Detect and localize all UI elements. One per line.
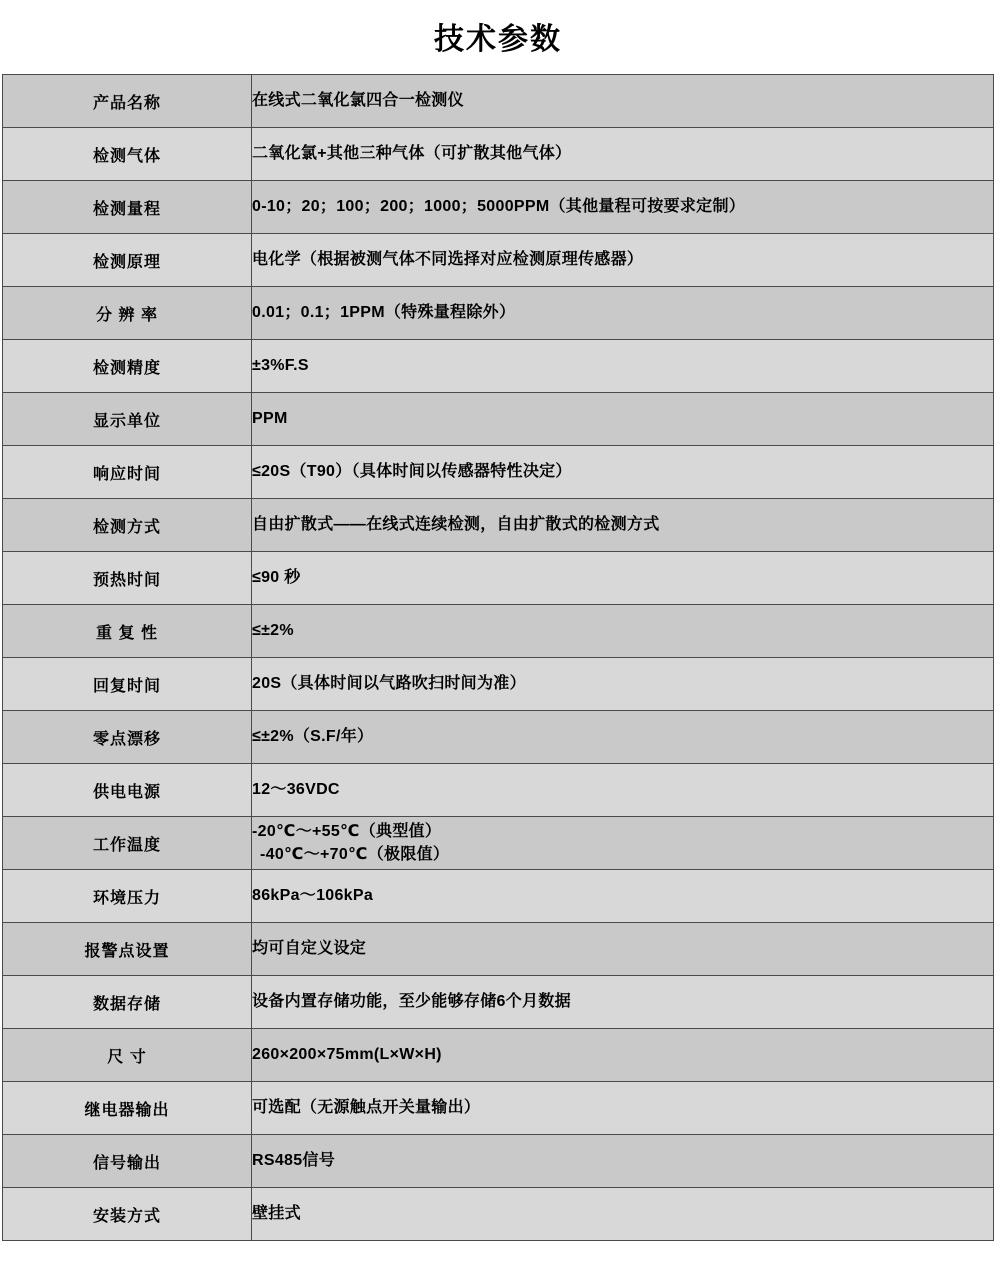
spec-value (252, 605, 994, 658)
table-row (3, 75, 994, 128)
spec-value (252, 817, 994, 870)
table-row (3, 181, 994, 234)
table-row (3, 1082, 994, 1135)
table-row (3, 817, 994, 870)
spec-label: 数据存储 (3, 976, 252, 1029)
spec-label: 检测气体 (3, 128, 252, 181)
spec-value (252, 976, 994, 1029)
spec-value (252, 340, 994, 393)
table-row (3, 711, 994, 764)
table-row (3, 764, 994, 817)
spec-value-line: 86kPa～106kPa (252, 887, 374, 905)
spec-label: 信号输出 (3, 1135, 252, 1188)
table-row (3, 446, 994, 499)
spec-value (252, 1082, 994, 1135)
table-row (3, 658, 994, 711)
spec-value (252, 1188, 994, 1241)
spec-label: 分 辨 率 (3, 287, 252, 340)
spec-label: 产品名称 (3, 75, 252, 128)
spec-label: 供电电源 (3, 764, 252, 817)
spec-value-line: PPM (252, 410, 288, 428)
spec-value (252, 287, 994, 340)
table-row (3, 1029, 994, 1082)
spec-value (252, 923, 994, 976)
spec-value-line: 在线式二氧化氯四合一检测仪 (252, 92, 464, 110)
spec-value-line: 壁挂式 (252, 1205, 301, 1223)
spec-value (252, 499, 994, 552)
table-row (3, 552, 994, 605)
spec-value (252, 1029, 994, 1082)
spec-value-line: ≤±2%（S.F/年） (252, 728, 374, 746)
table-row (3, 923, 994, 976)
table-row (3, 1188, 994, 1241)
spec-label: 继电器输出 (3, 1082, 252, 1135)
spec-label: 工作温度 (3, 817, 252, 870)
spec-value-line: 0-10；20；100；200；1000；5000PPM（其他量程可按要求定制） (252, 198, 746, 216)
spec-value (252, 75, 994, 128)
spec-value (252, 128, 994, 181)
spec-value-line: ≤20S（T90）（具体时间以传感器特性决定） (252, 463, 572, 481)
spec-value (252, 870, 994, 923)
table-row (3, 499, 994, 552)
spec-value-line: 二氧化氯+其他三种气体（可扩散其他气体） (252, 145, 572, 163)
spec-value-line: 电化学（根据被测气体不同选择对应检测原理传感器） (252, 251, 644, 269)
table-row (3, 287, 994, 340)
spec-label: 环境压力 (3, 870, 252, 923)
spec-label: 零点漂移 (3, 711, 252, 764)
spec-value-line: 可选配（无源触点开关量输出） (252, 1099, 481, 1117)
spec-value (252, 234, 994, 287)
spec-value (252, 446, 994, 499)
table-row (3, 128, 994, 181)
spec-value (252, 552, 994, 605)
spec-table (2, 74, 994, 1241)
spec-label: 检测精度 (3, 340, 252, 393)
spec-value-line: -40℃～+70℃（极限值） (260, 846, 450, 863)
page-title: 技术参数 (434, 23, 562, 56)
spec-value-line: ≤90 秒 (252, 569, 301, 587)
spec-value-line: -20℃～+55℃（典型值） (252, 822, 442, 840)
spec-label: 预热时间 (3, 552, 252, 605)
spec-value-line: 260×200×75mm(L×W×H) (252, 1046, 442, 1064)
spec-value (252, 711, 994, 764)
spec-value (252, 181, 994, 234)
spec-label: 报警点设置 (3, 923, 252, 976)
spec-label: 显示单位 (3, 393, 252, 446)
spec-table-body (3, 75, 994, 1241)
spec-value-line: 0.01；0.1；1PPM（特殊量程除外） (252, 304, 516, 322)
spec-value-line: 12～36VDC (252, 781, 340, 799)
spec-value-line: 设备内置存储功能，至少能够存储6个月数据 (252, 993, 571, 1011)
spec-label: 响应时间 (3, 446, 252, 499)
table-row (3, 976, 994, 1029)
spec-value-line: 均可自定义设定 (252, 940, 367, 958)
spec-value-line: 自由扩散式——在线式连续检测，自由扩散式的检测方式 (252, 516, 660, 534)
spec-label: 回复时间 (3, 658, 252, 711)
spec-label: 尺 寸 (3, 1029, 252, 1082)
table-row (3, 340, 994, 393)
spec-label: 检测方式 (3, 499, 252, 552)
table-row (3, 605, 994, 658)
spec-label: 检测量程 (3, 181, 252, 234)
table-row (3, 1135, 994, 1188)
table-row (3, 870, 994, 923)
spec-label: 检测原理 (3, 234, 252, 287)
spec-value-line: 20S（具体时间以气路吹扫时间为准） (252, 675, 526, 693)
spec-value (252, 393, 994, 446)
spec-value-line: ≤±2% (252, 622, 294, 640)
table-row (3, 234, 994, 287)
spec-value-line: RS485信号 (252, 1152, 336, 1170)
spec-value (252, 658, 994, 711)
spec-value (252, 1135, 994, 1188)
spec-label: 安装方式 (3, 1188, 252, 1241)
table-row (3, 393, 994, 446)
spec-value (252, 764, 994, 817)
spec-value-line: ±3%F.S (252, 357, 309, 375)
spec-label: 重 复 性 (3, 605, 252, 658)
